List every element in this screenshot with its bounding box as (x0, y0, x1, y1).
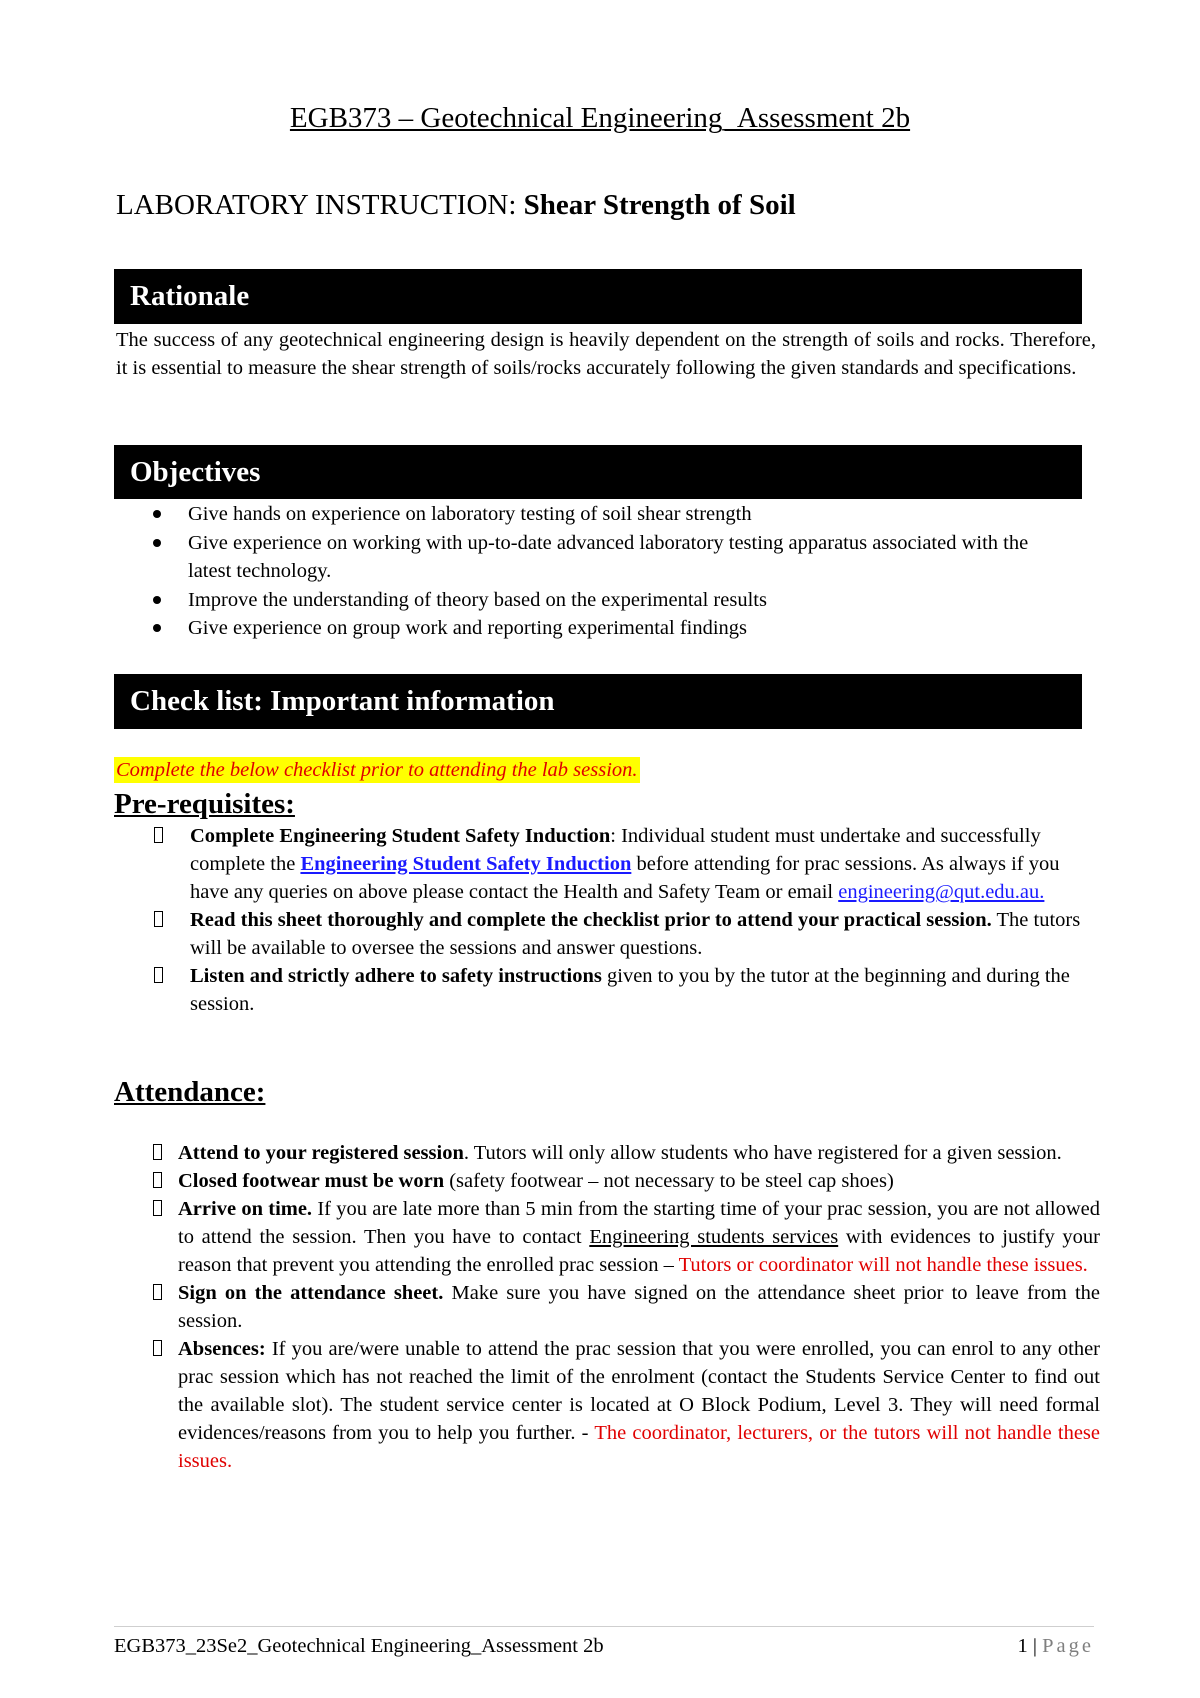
footer-divider (114, 1626, 1094, 1627)
lab-instruction-prefix: LABORATORY INSTRUCTION: (116, 189, 524, 221)
objectives-heading: Objectives (114, 445, 1082, 499)
objective-item: Give experience on group work and reporting experimental findings (150, 614, 1050, 643)
lab-instruction-title (116, 188, 796, 222)
rationale-heading: Rationale (114, 269, 1082, 324)
bullet-icon (153, 510, 161, 518)
checkbox-icon[interactable] (153, 1284, 162, 1300)
prerequisite-item: Listen and strictly adhere to safety instructions given to you by the tutor at the beginning and during the session. (150, 962, 1100, 1018)
objective-item: Give experience on working with up-to-date advanced laboratory testing apparatus associated with the latest technology. (150, 529, 1050, 586)
checkbox-icon[interactable] (153, 1340, 162, 1356)
objective-item: Give hands on experience on laboratory testing of soil shear strength (150, 500, 1050, 529)
prerequisite-item: Read this sheet thoroughly and complete the checklist prior to attend your practical session. The tutors will be available to oversee the sessions and answer questions. (150, 906, 1100, 962)
checklist-note: Complete the below checklist prior to attending the lab session. (116, 759, 638, 781)
checkbox-icon[interactable] (154, 911, 163, 927)
bullet-icon (153, 624, 161, 632)
footer-document-name: EGB373_23Se2_Geotechnical Engineering_Assessment 2b (114, 1635, 604, 1657)
checkbox-icon[interactable] (153, 1172, 162, 1188)
attendance-item: Absences: If you are/were unable to attend the prac session that you were enrolled, you can enrol to any other prac session which has not reached the limit of the enrolment (contact the Students Service Center to find out the available slot). The student service center is located at O Block Podium, Level 3. They will need formal evidences/reasons from you to help you further. - The coordinator, lecturers, or the tutors will not handle these issues. (150, 1335, 1100, 1475)
safety-induction-link[interactable]: Engineering Student Safety Induction (300, 853, 632, 875)
student-services-link[interactable]: Engineering students services (589, 1226, 839, 1248)
rationale-text: The success of any geotechnical engineering design is heavily dependent on the strength of soils and rocks. Therefore, it is essential to measure the shear strength of soils/rocks accurately following the given standards and specifications. (116, 329, 1096, 379)
bullet-icon (153, 539, 161, 547)
attendance-item: Arrive on time. If you are late more than 5 min from the starting time of your prac session, you are not allowed to attend the session. Then you have to contact Engineering students services with evidences to justify your reason that prevent you attending the enrolled prac session – Tutors or coordinator will not handle these issues. (150, 1195, 1100, 1279)
attendance-item: Closed footwear must be worn (safety footwear – not necessary to be steel cap shoes) (150, 1167, 1100, 1195)
objectives-list (150, 500, 1050, 643)
bullet-icon (153, 596, 161, 604)
prerequisite-item: Complete Engineering Student Safety Induction: Individual student must undertake and successfully complete the Engineering Student Safety Induction before attending for prac sessions. As always if you have any queries on above please contact the Health and Safety Team or email engineering@qut.edu.au. (150, 822, 1100, 906)
document-title: EGB373 – Geotechnical Engineering_Assessment 2b (289, 102, 911, 134)
attendance-item: Attend to your registered session. Tutors will only allow students who have registered for a given session. (150, 1139, 1100, 1167)
checkbox-icon[interactable] (154, 827, 163, 843)
objective-item: Improve the understanding of theory based on the experimental results (150, 586, 1050, 615)
attendance-heading: Attendance: (114, 1076, 266, 1108)
attendance-item: Sign on the attendance sheet. Make sure you have signed on the attendance sheet prior to leave from the session. (150, 1279, 1100, 1335)
prerequisites-list (150, 822, 1100, 1018)
email-link[interactable]: engineering@qut.edu.au. (838, 881, 1045, 903)
prerequisites-heading: Pre-requisites: (114, 788, 295, 820)
lab-topic: Shear Strength of Soil (523, 189, 796, 221)
footer-page-number: 1 | Page (1017, 1635, 1094, 1657)
checklist-heading: Check list: Important information (114, 674, 1082, 729)
checkbox-icon[interactable] (153, 1144, 162, 1160)
attendance-list (150, 1139, 1100, 1475)
checkbox-icon[interactable] (154, 967, 163, 983)
checkbox-icon[interactable] (153, 1200, 162, 1216)
